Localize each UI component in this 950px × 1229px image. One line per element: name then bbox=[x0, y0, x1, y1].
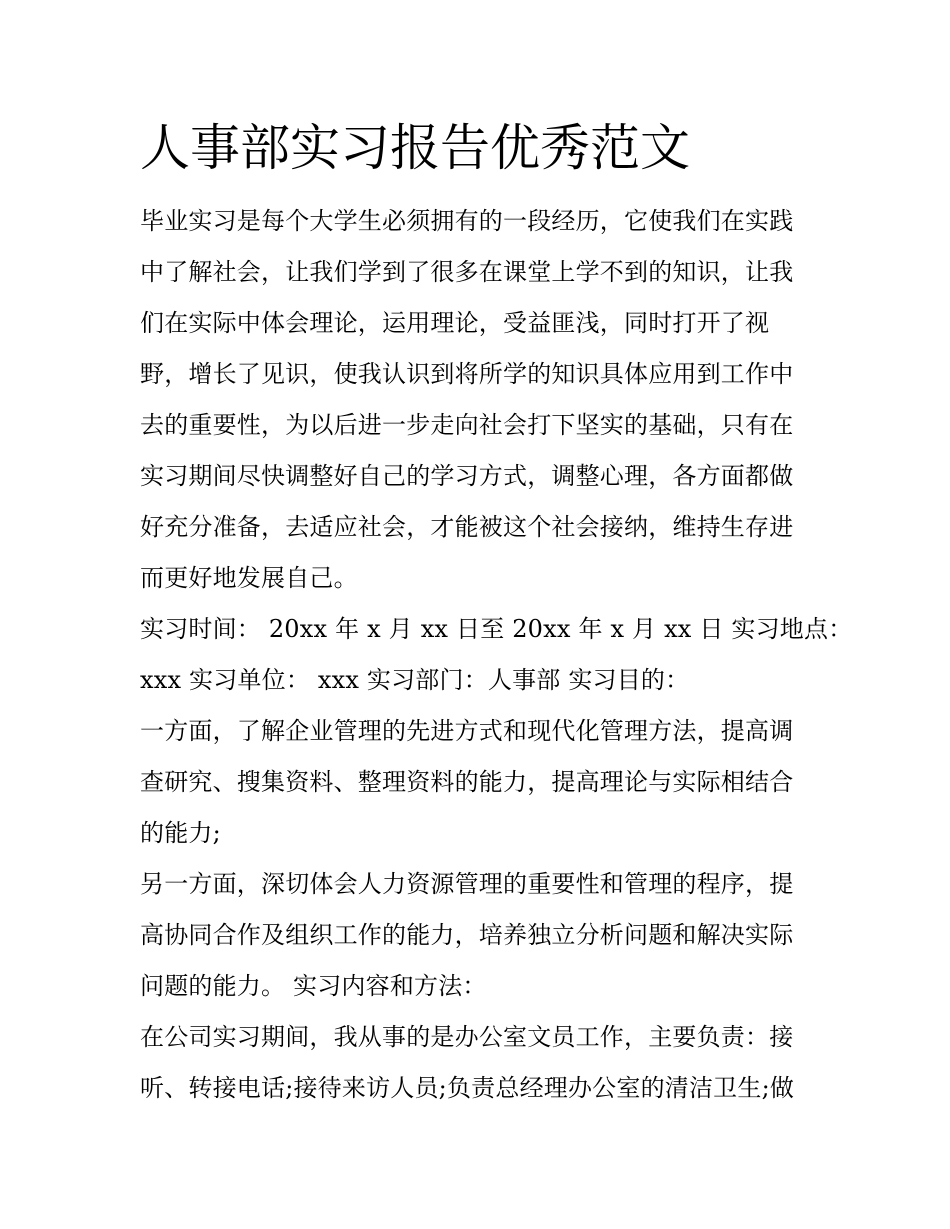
body-line: xxx 实习单位： xxx 实习部门：人事部 实习目的： bbox=[140, 666, 690, 694]
body-line: 问题的能力。 实习内容和方法： bbox=[140, 972, 487, 1000]
body-line: 而更好地发展自己。 bbox=[140, 564, 358, 592]
body-line: 一方面，了解企业管理的先进方式和现代化管理方法，提高调 bbox=[140, 717, 794, 745]
body-line: 们在实际中体会理论，运用理论，受益匪浅，同时打开了视 bbox=[140, 309, 770, 337]
body-line: 高协同合作及组织工作的能力，培养独立分析问题和解决实际 bbox=[140, 921, 794, 949]
body-line: 实习时间： 20xx 年 x 月 xx 日至 20xx 年 x 月 xx 日 实习地点： bbox=[140, 615, 853, 643]
body-line: 在公司实习期间，我从事的是办公室文员工作，主要负责：接 bbox=[140, 1023, 794, 1051]
body-line: 听、转接电话;接待来访人员;负责总经理办公室的清洁卫生;做 bbox=[140, 1074, 795, 1102]
body-line: 另一方面，深切体会人力资源管理的重要性和管理的程序，提 bbox=[140, 870, 794, 898]
body-line: 查研究、搜集资料、整理资料的能力，提高理论与实际相结合 bbox=[140, 768, 794, 796]
body-line: 好充分准备，去适应社会，才能被这个社会接纳，维持生存进 bbox=[140, 513, 794, 541]
body-line: 中了解社会，让我们学到了很多在课堂上学不到的知识，让我 bbox=[140, 258, 794, 286]
body-line: 去的重要性，为以后进一步走向社会打下坚实的基础，只有在 bbox=[140, 411, 794, 439]
body-line: 的能力; bbox=[140, 819, 221, 847]
body-line: 毕业实习是每个大学生必须拥有的一段经历，它使我们在实践 bbox=[140, 207, 794, 235]
document-title: 人事部实习报告优秀范文 bbox=[140, 119, 690, 177]
body-line: 实习期间尽快调整好自己的学习方式，调整心理，各方面都做 bbox=[140, 462, 794, 490]
body-line: 野，增长了见识，使我认识到将所学的知识具体应用到工作中 bbox=[140, 360, 794, 388]
